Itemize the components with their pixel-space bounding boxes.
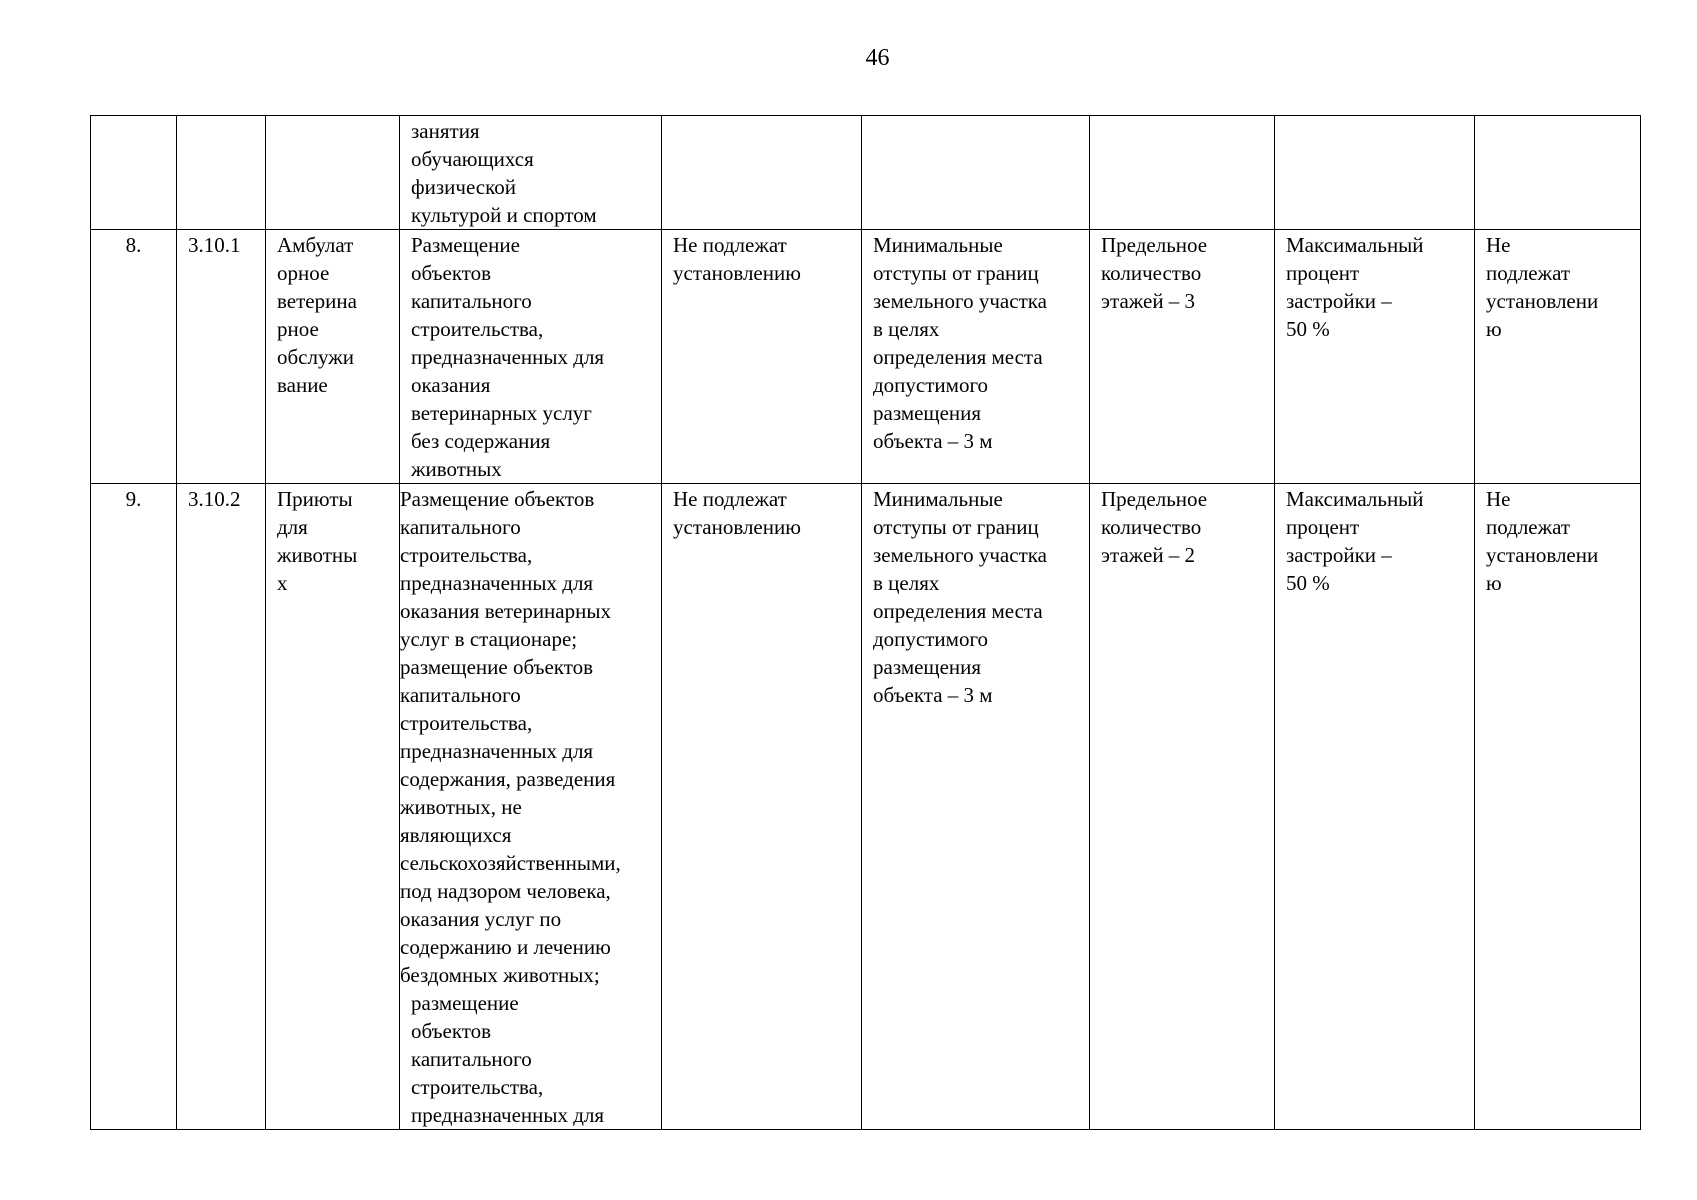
description-cell: Размещение объектов капитального строительства, предназначенных для оказания ветеринарных услуг без содержания животных (400, 230, 662, 484)
floors-cell: Предельное количество этажей – 2 (1090, 484, 1275, 1130)
restriction-cell (1475, 116, 1641, 230)
table-row (91, 116, 1641, 230)
coverage-cell: Максимальный процент застройки – 50 % (1275, 484, 1475, 1130)
name-cell: Амбулат орное ветерина рное обслужи вание (266, 230, 400, 484)
code-cell: 3.10.1 (177, 230, 266, 484)
description-cell: занятия обучающихся физической культурой и спортом (400, 116, 662, 230)
zoning-table (90, 115, 1641, 1130)
name-cell (266, 116, 400, 230)
coverage-cell (1275, 116, 1475, 230)
coverage-cell: Максимальный процент застройки – 50 % (1275, 230, 1475, 484)
name-cell: Приюты для животны х (266, 484, 400, 1130)
row-number-cell: 8. (91, 230, 177, 484)
parameter-cell: Не подлежат установлению (662, 484, 862, 1130)
parameter-cell (662, 116, 862, 230)
floors-cell (1090, 116, 1275, 230)
description-text: Размещение объектов капитального строительства, предназначенных для оказания ветеринарных услуг в стационаре; размещение объектов капитального строительства, предназначенных для содержания, разведения животных, не являющихся сельскохозяйственными, под надзором человека, оказания услуг по содержанию и лечению бездомных животных; (400, 487, 621, 987)
page-number: 46 (865, 45, 890, 71)
table-row (91, 484, 1641, 1130)
row-number-cell (91, 116, 177, 230)
code-cell: 3.10.2 (177, 484, 266, 1130)
description-cell (400, 484, 662, 1130)
setback-cell (862, 116, 1090, 230)
row-number-cell: 9. (91, 484, 177, 1130)
description-text-continued: размещение объектов капитального строительства, предназначенных для (411, 991, 605, 1127)
floors-cell: Предельное количество этажей – 3 (1090, 230, 1275, 484)
setback-cell: Минимальные отступы от границ земельного участка в целях определения места допустимого размещения объекта – 3 м (862, 484, 1090, 1130)
table-row (91, 230, 1641, 484)
parameter-cell: Не подлежат установлению (662, 230, 862, 484)
code-cell (177, 116, 266, 230)
setback-cell: Минимальные отступы от границ земельного участка в целях определения места допустимого размещения объекта – 3 м (862, 230, 1090, 484)
restriction-cell: Не подлежат установлени ю (1475, 484, 1641, 1130)
restriction-cell: Не подлежат установлени ю (1475, 230, 1641, 484)
